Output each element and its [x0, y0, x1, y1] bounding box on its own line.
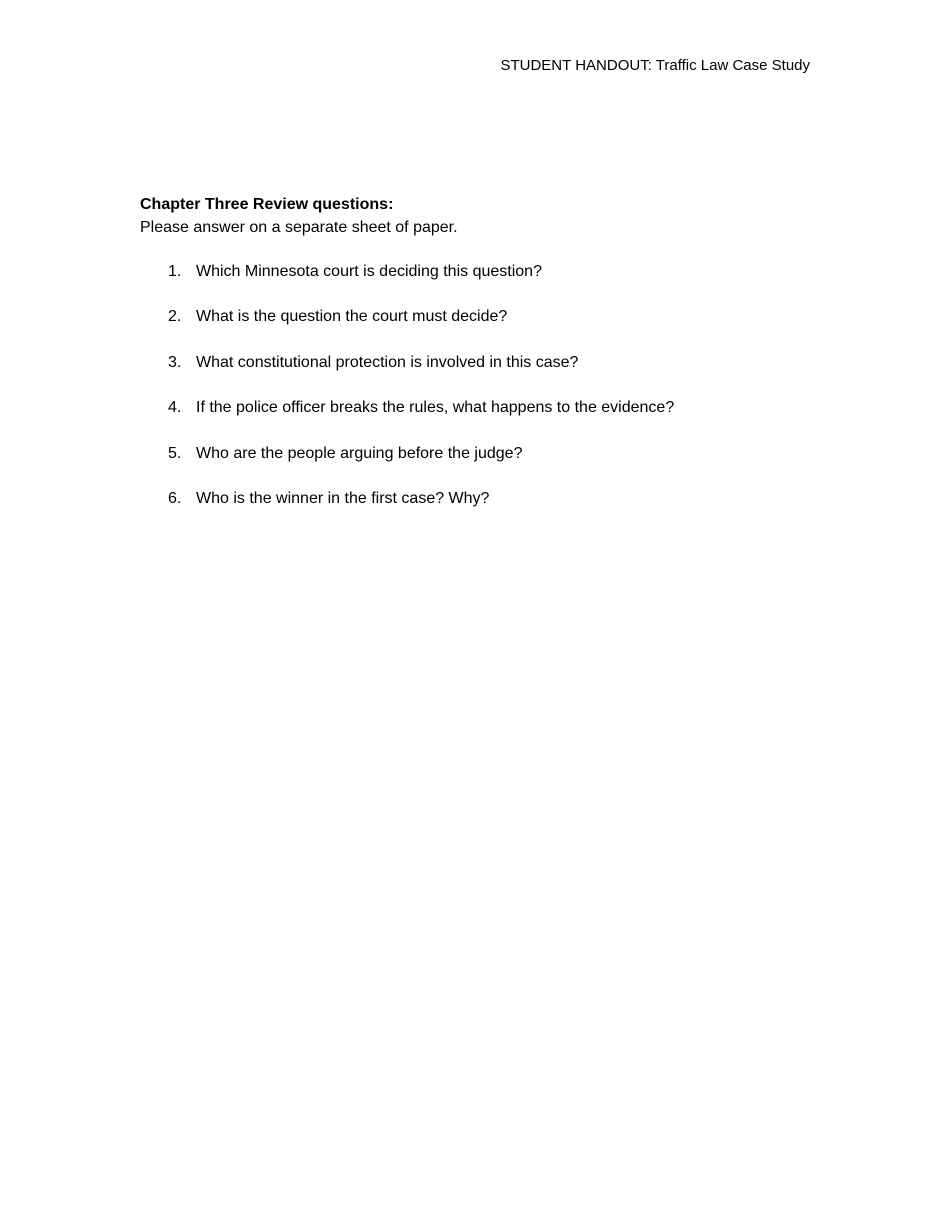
question-text: Who are the people arguing before the judge? — [196, 444, 523, 462]
instructions-text: Please answer on a separate sheet of paper. — [140, 219, 458, 236]
question-item — [140, 397, 820, 419]
question-number: 5. — [168, 444, 182, 462]
question-number: 4. — [168, 399, 182, 417]
question-number: 3. — [168, 353, 182, 371]
question-text: Who is the winner in the first case? Why? — [196, 489, 490, 507]
question-text: If the police officer breaks the rules, what happens to the evidence? — [196, 399, 675, 417]
question-item — [140, 352, 820, 374]
question-text: Which Minnesota court is deciding this question? — [196, 263, 542, 280]
question-text: What constitutional protection is involved in this case? — [196, 353, 579, 371]
question-item — [140, 443, 820, 465]
question-text: What is the question the court must decide? — [196, 308, 508, 326]
question-number: 1. — [168, 263, 182, 280]
question-number: 2. — [168, 308, 182, 326]
page-header: STUDENT HANDOUT: Traffic Law Case Study — [500, 57, 810, 74]
review-section — [140, 194, 820, 533]
question-number: 6. — [168, 489, 182, 507]
section-title: Chapter Three Review questions: — [140, 196, 394, 213]
question-list — [140, 261, 820, 510]
question-item — [140, 306, 820, 328]
question-item — [140, 261, 820, 283]
question-item — [140, 488, 820, 510]
